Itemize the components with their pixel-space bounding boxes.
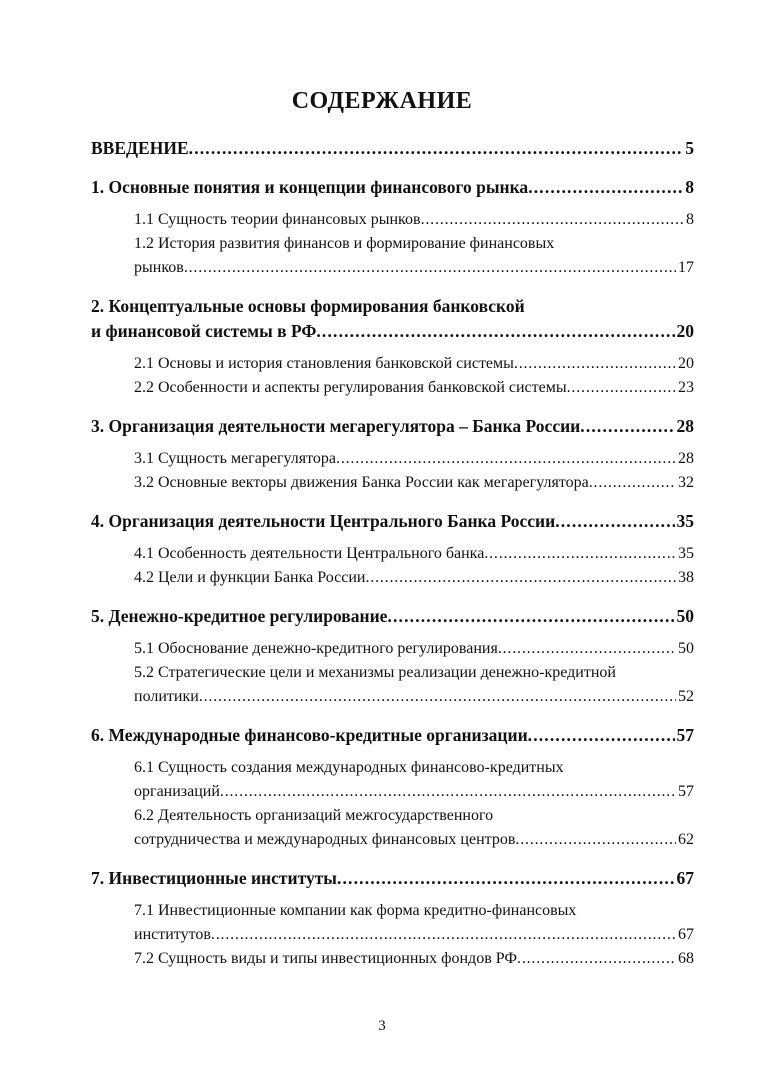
- toc-entry-title: 3.1 Сущность мегарегулятора . . .: [134, 447, 676, 471]
- toc-entry-line: 6.1 Сущность создания международных финансово-кредитных: [134, 759, 564, 776]
- toc-entry-title: и финансовой системы в РФ . . .: [91, 319, 675, 344]
- toc-entry-title: рынков . . .: [134, 256, 676, 280]
- toc-entry-row: [91, 319, 694, 344]
- toc-entry-line: 2. Концептуальные основы формирования банковской: [91, 296, 525, 316]
- toc-entry-row: [134, 566, 694, 590]
- toc-page-number: 17: [678, 259, 694, 276]
- toc-entry-row: [134, 471, 694, 495]
- toc-chapter: [91, 136, 694, 161]
- toc-entry-row: [91, 175, 694, 200]
- toc-section: [91, 947, 694, 971]
- toc-page-number: 23: [678, 379, 694, 396]
- toc-entry-row: [91, 723, 694, 748]
- toc-page-number: 28: [678, 450, 694, 467]
- toc-entry-line: 1.2 История развития финансов и формирование финансовых: [134, 235, 555, 252]
- toc-chapter: [91, 866, 694, 891]
- toc-section: [91, 899, 694, 947]
- toc-entry-title: институтов . . .: [134, 923, 676, 947]
- toc-entry-title: 2.2 Особенности и аспекты регулирования банковской системы . . .: [134, 376, 676, 400]
- toc-page-number: 68: [678, 950, 694, 967]
- toc-entry-row: [134, 447, 694, 471]
- toc-chapter: [91, 414, 694, 439]
- toc-chapter: [91, 175, 694, 200]
- toc-entry-line: 7.1 Инвестиционные компании как форма кредитно-финансовых: [134, 902, 577, 919]
- table-of-contents: [91, 136, 694, 971]
- toc-entry-title: 7. Инвестиционные институты . . .: [91, 866, 675, 891]
- toc-section: [91, 471, 694, 495]
- toc-page-number: 20: [678, 355, 694, 372]
- toc-section: [91, 661, 694, 709]
- toc-entry-row: [134, 256, 694, 280]
- page-number: 3: [378, 1018, 386, 1034]
- toc-chapter: [91, 294, 694, 344]
- toc-entry-row: [134, 352, 694, 376]
- toc-section: [91, 756, 694, 804]
- toc-entry-row: [134, 542, 694, 566]
- toc-entry-row: [91, 136, 694, 161]
- toc-entry-title: сотрудничества и международных финансовых центров . . .: [134, 828, 676, 852]
- toc-page-number: 57: [678, 783, 694, 800]
- toc-entry-title: 4.2 Цели и функции Банка России . . .: [134, 566, 676, 590]
- toc-entry-row: [91, 414, 694, 439]
- toc-entry-title: 5.1 Обоснование денежно-кредитного регулирования . . .: [134, 637, 676, 661]
- toc-entry-row: [134, 376, 694, 400]
- toc-page-number: 50: [676, 606, 694, 626]
- toc-entry-title: 5. Денежно-кредитное регулирование . . .: [91, 604, 675, 629]
- toc-entry-row: [91, 509, 694, 534]
- toc-entry-title: 2.1 Основы и история становления банковской системы . . .: [134, 352, 676, 376]
- toc-page-number: 50: [678, 640, 694, 657]
- toc-section: [91, 232, 694, 280]
- toc-chapter: [91, 604, 694, 629]
- toc-entry-line: 6.2 Деятельность организаций межгосударственного: [134, 807, 494, 824]
- toc-entry-row: [134, 685, 694, 709]
- toc-entry-row: [134, 828, 694, 852]
- toc-entry-row: [134, 923, 694, 947]
- toc-entry-title: 1. Основные понятия и концепции финансового рынка . . .: [91, 175, 683, 200]
- toc-page-number: 67: [676, 868, 694, 888]
- toc-page-number: 62: [678, 831, 694, 848]
- toc-page-number: 8: [685, 177, 694, 197]
- toc-section: [91, 447, 694, 471]
- toc-page-number: 5: [685, 138, 694, 158]
- toc-entry-title: организаций . . .: [134, 780, 676, 804]
- toc-page-number: 35: [678, 545, 694, 562]
- toc-entry-title: 4.1 Особенность деятельности Центрального банка . . .: [134, 542, 676, 566]
- toc-entry-row: [91, 866, 694, 891]
- toc-section: [91, 804, 694, 852]
- toc-chapter: [91, 509, 694, 534]
- toc-page-number: 8: [686, 211, 694, 228]
- toc-chapter: [91, 723, 694, 748]
- toc-section: [91, 208, 694, 232]
- toc-entry-row: [134, 947, 694, 971]
- toc-entry-row: [134, 637, 694, 661]
- toc-entry-title: 6. Международные финансово-кредитные организации . . .: [91, 723, 675, 748]
- toc-section: [91, 542, 694, 566]
- toc-entry-title: 3. Организация деятельности мегарегулятора – Банка России . . .: [91, 414, 675, 439]
- toc-entry-title: политики . . .: [134, 685, 676, 709]
- toc-page-number: 28: [676, 416, 694, 436]
- toc-entry-title: 1.1 Сущность теории финансовых рынков . . .: [134, 208, 684, 232]
- toc-page-number: 35: [676, 511, 694, 531]
- toc-page-number: 57: [676, 725, 694, 745]
- toc-page-number: 32: [678, 474, 694, 491]
- toc-entry-title: 3.2 Основные векторы движения Банка России как мегарегулятора . . .: [134, 471, 676, 495]
- toc-entry-title: 7.2 Сущность виды и типы инвестиционных фондов РФ . . .: [134, 947, 676, 971]
- toc-section: [91, 566, 694, 590]
- toc-entry-row: [134, 780, 694, 804]
- toc-entry-title: 4. Организация деятельности Центрального Банка России . . .: [91, 509, 675, 534]
- toc-entry-row: [134, 208, 694, 232]
- toc-section: [91, 637, 694, 661]
- toc-entry-row: [91, 604, 694, 629]
- toc-page-number: 38: [678, 569, 694, 586]
- toc-section: [91, 376, 694, 400]
- toc-section: [91, 352, 694, 376]
- toc-page-number: 52: [678, 688, 694, 705]
- toc-page-number: 67: [678, 926, 694, 943]
- toc-page-number: 20: [676, 321, 694, 341]
- toc-entry-line: 5.2 Стратегические цели и механизмы реализации денежно-кредитной: [134, 664, 616, 681]
- page-title: СОДЕРЖАНИЕ: [291, 88, 473, 114]
- toc-entry-title: ВВЕДЕНИЕ . . .: [91, 136, 683, 161]
